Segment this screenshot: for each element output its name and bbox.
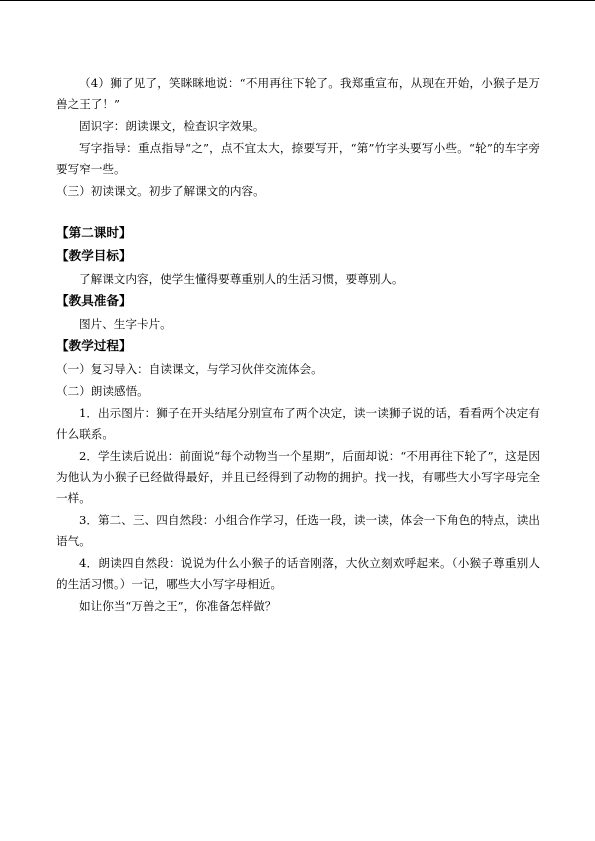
paragraph-first-reading: （三）初读课文。初步了解课文的内容。 bbox=[56, 184, 265, 198]
process-step-1: 1．出示图片：狮子在开头结尾分别宣布了两个决定，读一读狮子说的话，看看两个决定有什么联系。 bbox=[56, 406, 540, 441]
paragraph-lion-announcement: （4）狮了见了，笑眯眯地说：“不用再往下轮了。我郑重宣布，从现在开始，小猴子是万兽之王了！” bbox=[56, 76, 540, 111]
paragraph-teaching-tools: 图片、生字卡片。 bbox=[79, 317, 172, 331]
heading-teaching-tools: 【教具准备】 bbox=[56, 293, 132, 308]
heading-teaching-process: 【教学过程】 bbox=[56, 338, 132, 353]
section-gap bbox=[56, 203, 540, 223]
process-reading-perception: （二）朗读感悟。 bbox=[56, 384, 149, 398]
paragraph-consolidate-characters: 固识字：朗读课文，检查识字效果。 bbox=[79, 119, 265, 133]
paragraph-writing-guidance: 写字指导：重点指导“之”，点不宜太大，捺要写开，“第”竹字头要写小些。“轮”的车字旁要写窄一些。 bbox=[56, 141, 540, 176]
heading-teaching-goals: 【教学目标】 bbox=[56, 248, 132, 263]
document-body bbox=[56, 73, 540, 618]
process-step-2: 2．学生读后说出：前面说“每个动物当一个星期”，后面却说：“不用再往下轮了”，这是因为他认为小猴子已经做得最好，并且已经得到了动物的拥护。找一找，有哪些大小写字母完全一样。 bbox=[56, 449, 540, 505]
heading-second-lesson: 【第二课时】 bbox=[56, 225, 132, 240]
top-border-line bbox=[0, 0, 595, 1]
process-review-intro: （一）复习导入：自读课文，与学习伙伴交流体会。 bbox=[56, 362, 323, 376]
process-step-4: 4．朗读四自然段：说说为什么小猴子的话音刚落，大伙立刻欢呼起来。（小猴子尊重别人的生活习惯。）一记，哪些大小写字母相近。 bbox=[56, 556, 540, 591]
process-step-3: 3．第二、三、四自然段：小组合作学习，任选一段，读一读，体会一下角色的特点，读出语气。 bbox=[56, 513, 540, 548]
process-question: 如让你当“万兽之王”，你准备怎样做？ bbox=[79, 599, 277, 613]
paragraph-teaching-goals: 了解课文内容，使学生懂得要尊重别人的生活习惯，要尊别人。 bbox=[79, 272, 404, 286]
